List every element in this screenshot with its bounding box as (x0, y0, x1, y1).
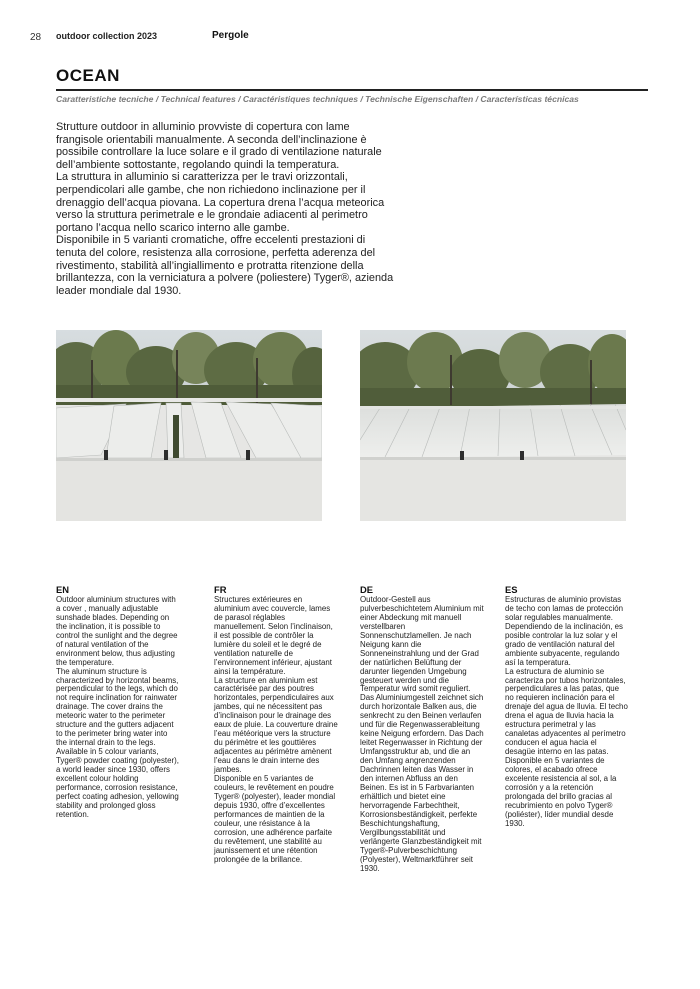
text-column-en (56, 586, 180, 820)
intro-text-it (56, 121, 396, 297)
features-heading: Caratteristiche tecniche / Technical features / Caractéristiques techniques / Technische Eigenschaften / Características técnicas (56, 94, 579, 104)
language-code-de: DE (360, 584, 374, 595)
es-paragraph: Disponible en 5 variantes de colores, el acabado ofrece excelente resistencia al sol, a la corrosión y a la retención prolongada del brillo gracias al recubrimiento en polvo Tyger® (poliéster), líder mundial desde 1930. (505, 756, 617, 828)
collection-title: outdoor collection 2023 (56, 31, 158, 41)
text-column-de (360, 586, 484, 874)
language-code-en: EN (56, 584, 70, 595)
pergola-blades-closed-photo (360, 330, 626, 521)
language-code-es: ES (505, 584, 518, 595)
pergola-blades-open-photo (56, 330, 322, 521)
es-paragraph: La estructura de aluminio se caracteriza por tubos horizontales, perpendiculares a las patas, que no requieren inclinación para el drenaje del agua de lluvia. El techo drena el agua de lluvia hacia la estructura perimetral y las canaletas adyacentes al perímetro conducen el agua hacia el desagüe interno en las patas. (505, 666, 628, 757)
en-paragraph: Available in 5 colour variants, Tyger® powder coating (polyester), a world leader since 1930, offers excellent colour holding performance, corrosion resistance, perfect coating adhesion, yellowing stability and prolonged gloss retention. (56, 747, 179, 819)
text-column-fr (214, 586, 338, 865)
page-number: 28 (30, 32, 42, 43)
intro-paragraph: Strutture outdoor in alluminio provviste di copertura con lame frangisole orientabili manualmente. A seconda dell’inclinazione è possibile controllare la luce solare e il grado di ventilazione naturale dell’ambiente sottostante, regolando quindi la temperatura. (56, 121, 382, 171)
language-code-fr: FR (214, 584, 227, 595)
fr-paragraph: Structures extérieures en aluminium avec couvercle, lames de parasol réglables manuellement. Selon l’inclinaison, il est possible de contrôler la lumière du soleil et le degré de ventilation naturelle de l’environnement inférieur, ajustant ainsi la température. (214, 594, 333, 676)
section-title: Pergole (212, 30, 249, 41)
en-paragraph: Outdoor aluminium structures with a cover , manually adjustable sunshade blades. Depending on the inclination, it is possible to control the sunlight and the degree of natural ventilation of the environment below, thus adjusting the temperature. (56, 594, 178, 667)
product-name: OCEAN (56, 66, 120, 85)
es-paragraph: Estructuras de aluminio provistas de techo con lamas de protección solar regulables manualmente. Dependiendo de la inclinación, es posible controlar la luz solar y el grado de ventilación natural del ambiente subyacente, regulando así la temperatura. (505, 594, 624, 667)
fr-paragraph: Disponible en 5 variantes de couleurs, le revêtement en poudre Tyger® (polyester), leader mondial depuis 1930, offre d’excellentes performances de maintien de la couleur, une résistance à la corrosion, une adhérence parfaite du revêtement, une stabilité au jaunissement et une rétention prolongée de la brillance. (214, 774, 336, 864)
text-column-es (505, 586, 629, 829)
intro-paragraph: Disponibile in 5 varianti cromatiche, offre eccelenti prestazioni di tenuta del colore, resistenza alla corrosione, perfetta aderenza del rivestimento, stabilità all’ingiallimento e protratta ritenzione della brillantezza, con la verniciatura a polvere (poliestere) Tyger®, azienda leader mondiale dal 1930. (56, 234, 394, 297)
title-divider (56, 89, 648, 91)
intro-paragraph: La struttura in alluminio si caratterizza per le travi orizzontali, perpendicolari alle gambe, che non richiedono inclinazione per il drenaggio dell’acqua piovana. La copertura drena l’acqua meteorica verso la struttura perimetrale e le grondaie adiacenti al perimetro portano l’acqua nello scarico interno alle gambe. (56, 171, 385, 234)
de-paragraph: Outdoor-Gestell aus pulverbeschichtetem Aluminium mit einer Abdeckung mit manuell verstellbaren Sonnenschutzlamellen. Je nach Neigung kann die Sonneneinstrahlung und der Grad der natürlichen Belüftung der darunter liegenden Umgebung gesteuert werden und die Temperatur wird somit reguliert. Das Aluminiumgestell zeichnet sich durch horizontale Balken aus, die senkrecht zu den Beinen verlaufen und für die Regenwasserableitung keine Neigung erfordern. Das Dach leitet Regenwasser in Richtung der Umfangsstruktur ab, und die an den Umfang angrenzenden Dachrinnen leiten das Wasser in den internen Abfluss an den Beinen. Es ist in 5 Farbvarianten erhältlich und bietet eine hervorragende Farbechtheit, Korrosionsbeständigkeit, perfekte Beschichtungshaftung, Vergilbungsstabilität und verlängerte Glanzbeständigkeit mit Tyger®-Pulverbeschichtung (Polyester), Weltmarktführer seit 1930. (360, 594, 484, 873)
fr-paragraph: La structure en aluminium est caractérisée par des poutres horizontales, perpendiculaires aux jambes, qui ne nécessitent pas d’inclinaison pour le drainage des eaux de pluie. La couverture draine l’eau météorique vers la structure du périmètre et les gouttières adjacentes au périmètre amènent l’eau dans le drain interne des jambes. (214, 675, 338, 775)
en-paragraph: The aluminum structure is characterized by horizontal beams, perpendicular to the legs, which do not require inclination for rainwater drainage. The cover drains the meteoric water to the perimeter structure and the gutters adjacent to the perimeter bring water into the internal drain to the legs. (56, 666, 179, 748)
